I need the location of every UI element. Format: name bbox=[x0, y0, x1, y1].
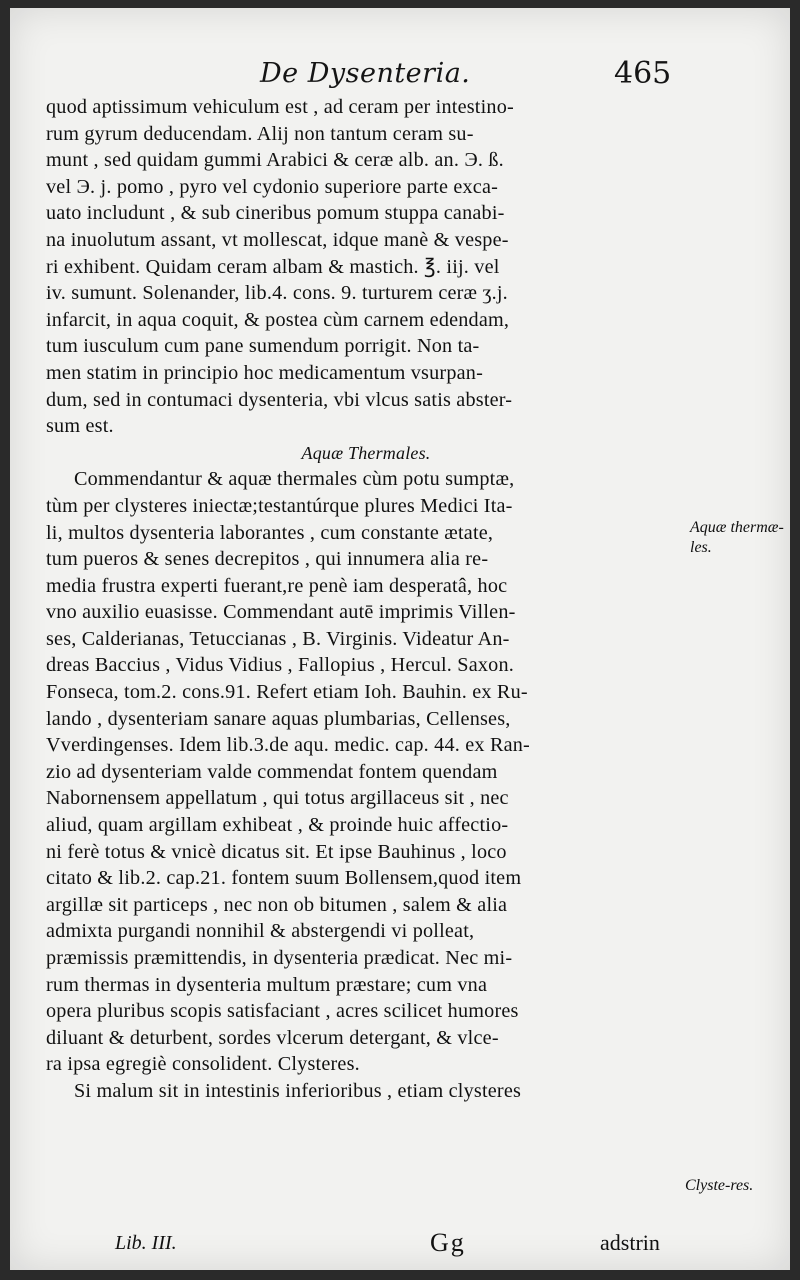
page-footer bbox=[10, 1228, 790, 1262]
text-line: munt , sed quidam gummi Arabici & ceræ alb. an. Э. ß. bbox=[46, 149, 504, 172]
text-line: Nabornensem appellatum , qui totus argillaceus sit , nec bbox=[46, 787, 509, 810]
text-line: lando , dysenteriam sanare aquas plumbarias, Cellenses, bbox=[46, 707, 511, 730]
text-line: rum thermas in dysenteria multum præstare; cum vna bbox=[46, 973, 488, 996]
text-line: opera pluribus scopis satisfaciant , acres scilicet humores bbox=[46, 1000, 519, 1023]
text-line: diluant & deturbent, sordes vlcerum detergant, & vlce- bbox=[46, 1026, 499, 1049]
text-line: sum est. bbox=[46, 415, 114, 438]
section-heading: Aquæ Thermales. bbox=[301, 442, 431, 463]
gathering-signature: Gg bbox=[430, 1228, 466, 1257]
text-line: quod aptissimum vehiculum est , ad ceram per intestino- bbox=[46, 96, 514, 118]
text-line: Commendantur & aquæ thermales cùm potu sumptæ, bbox=[74, 468, 515, 491]
text-line: iv. sumunt. Solenander, lib.4. cons. 9. turturem ceræ ʒ.j. bbox=[46, 282, 508, 305]
text-line: ri exhibent. Quidam ceram albam & mastich. ℥. iij. vel bbox=[46, 255, 500, 278]
text-line: vel Э. j. pomo , pyro vel cydonio superiore parte exca- bbox=[46, 175, 499, 198]
text-line: dreas Baccius , Vidus Vidius , Fallopius , Hercul. Saxon. bbox=[46, 654, 515, 677]
text-line: vno auxilio euasisse. Commendant autē imprimis Villen- bbox=[46, 601, 516, 624]
book-signature: Lib. III. bbox=[115, 1232, 177, 1254]
text-line: tum iusculum cum pane sumendum porrigit. Non ta- bbox=[46, 335, 480, 358]
text-line: tùm per clysteres iniectæ;testantúrque plures Medici Ita- bbox=[46, 494, 513, 517]
page-header bbox=[10, 58, 790, 98]
text-line: li, multos dysenteria laborantes , cum constante ætate, bbox=[46, 521, 494, 544]
text-line: media frustra experti fuerant,re penè iam desperatâ, hoc bbox=[46, 574, 508, 597]
running-title: De Dysenteria. bbox=[260, 58, 471, 89]
text-line: ni ferè totus & vnicè dicatus sit. Et ipse Bauhinus , loco bbox=[46, 840, 507, 863]
text-line: Vverdingenses. Idem lib.3.de aqu. medic. cap. 44. ex Ran- bbox=[46, 734, 530, 757]
book-page bbox=[10, 8, 790, 1270]
page-number: 465 bbox=[614, 56, 672, 91]
text-line: Si malum sit in intestinis inferioribus , etiam clysteres bbox=[74, 1079, 522, 1102]
catchword: adstrin bbox=[600, 1230, 660, 1255]
text-line: na inuolutum assant, vt mollescat, idque manè & vespe- bbox=[46, 228, 509, 251]
text-line: men statim in principio hoc medicamentum vsurpan- bbox=[46, 361, 484, 384]
text-line: Fonseca, tom.2. cons.91. Refert etiam Ioh. Bauhin. ex Ru- bbox=[46, 681, 528, 704]
text-line: tum pueros & senes decrepitos , qui innumera alia re- bbox=[46, 548, 489, 571]
text-line: ra ipsa egregiè consolident. Clysteres. bbox=[46, 1053, 360, 1076]
text-line: ses, Calderianas, Tetuccianas , B. Virginis. Videatur An- bbox=[46, 627, 510, 650]
main-text bbox=[46, 94, 686, 1105]
text-line: præmissis præmittendis, in dysenteria prædicat. Nec mi- bbox=[46, 947, 513, 969]
margin-note-aqua: Aquæ thermæ-les. bbox=[690, 519, 784, 556]
text-line: infarcit, in aqua coquit, & postea cùm carnem edendam, bbox=[46, 308, 510, 331]
text-line: uato includunt , & sub cineribus pomum stuppa canabi- bbox=[46, 202, 505, 225]
text-line: argillæ sit particeps , nec non ob bitumen , salem & alia bbox=[46, 893, 508, 916]
text-line: aliud, quam argillam exhibeat , & proinde huic affectio- bbox=[46, 814, 509, 837]
text-line: zio ad dysenteriam valde commendat fontem quendam bbox=[46, 760, 498, 783]
text-line: dum, sed in contumaci dysenteria, vbi vlcus satis abster- bbox=[46, 388, 513, 411]
text-line: admixta purgandi nonnihil & abstergendi vi polleat, bbox=[46, 920, 475, 943]
text-line: citato & lib.2. cap.21. fontem suum Bollensem,quod item bbox=[46, 867, 522, 890]
margin-note-clysteres: Clyste-res. bbox=[685, 1177, 754, 1194]
text-line: rum gyrum deducendam. Alij non tantum ceram su- bbox=[46, 122, 474, 145]
